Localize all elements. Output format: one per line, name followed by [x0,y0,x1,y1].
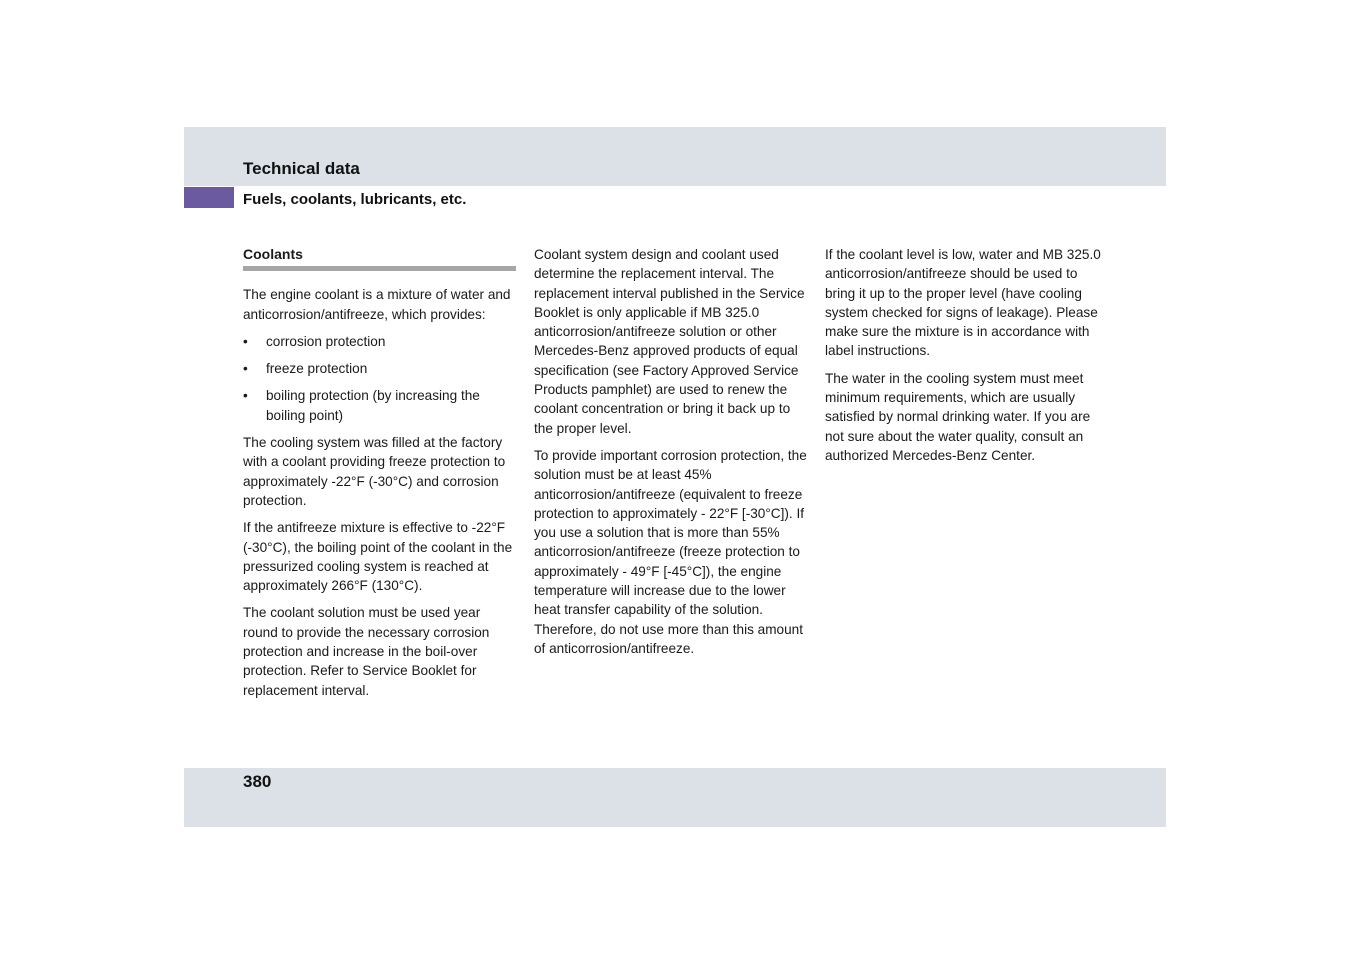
list-item [243,332,516,351]
bullet-icon: • [243,333,248,349]
coolants-heading: Coolants [243,246,303,262]
bullet-icon: • [243,388,248,404]
protection-list [243,332,516,425]
column-2 [534,245,812,666]
paragraph: If the antifreeze mixture is effective to -22°F (-30°C), the boiling point of the coolant in the pressurized cooling system is reached at approximately 266°F (130°C). [243,520,513,594]
subsection-title: Fuels, coolants, lubricants, etc. [243,191,467,208]
list-item-text: boiling protection (by increasing the boiling point) [266,388,480,423]
column-1 [243,245,516,708]
list-item-text: freeze protection [266,361,368,377]
list-item [243,386,516,425]
paragraph: The coolant solution must be used year round to provide the necessary corrosion protection and increase in the boil-over protection. Refer to Service Booklet for replacement interval. [243,605,490,698]
list-item [243,359,516,378]
paragraph: To provide important corrosion protection, the solution must be at least 45% anticorrosion/antifreeze (equivalent to freeze protection to approximately - 22°F [-30°C]). If you use a solution that is more than 55% anticorrosion/antifreeze (freeze protection to approximately - 49°F [-45°C]), the engine temperature will increase due to the lower heat transfer capability of the solution. Therefore, do not use more than this amount of anticorrosion/antifreeze. [534,447,807,656]
list-item-text: corrosion protection [266,333,386,349]
paragraph: Coolant system design and coolant used determine the replacement interval. The replacement interval published in the Service Booklet is only applicable if MB 325.0 anticorrosion/antifreeze solution or other Mercedes-Benz approved products of equal specification (see Factory Approved Service Products pamphlet) are used to renew the coolant concentration or bring it back up to the proper level. [534,247,805,436]
intro-paragraph: The engine coolant is a mixture of water and anticorrosion/antifreeze, which provides: [243,287,511,322]
heading-rule [243,266,516,271]
section-title: Technical data [243,159,360,178]
paragraph: If the coolant level is low, water and MB 325.0 anticorrosion/antifreeze should be used to bring it up to the proper level (have cooling system checked for signs of leakage). Please make sure the mixture is in accordance with label instructions. [825,247,1101,359]
bullet-icon: • [243,361,248,377]
footer-band [184,768,1166,827]
paragraph: The cooling system was filled at the factory with a coolant providing freeze protection to approximately -22°F (-30°C) and corrosion protection. [243,435,506,508]
section-tab-marker [184,187,234,208]
page-number: 380 [243,772,272,791]
paragraph: The water in the cooling system must meet minimum requirements, which are usually satisfied by normal drinking water. If you are not sure about the water quality, consult an authorized Mercedes-Benz Center. [825,370,1091,463]
column-3 [825,245,1101,473]
